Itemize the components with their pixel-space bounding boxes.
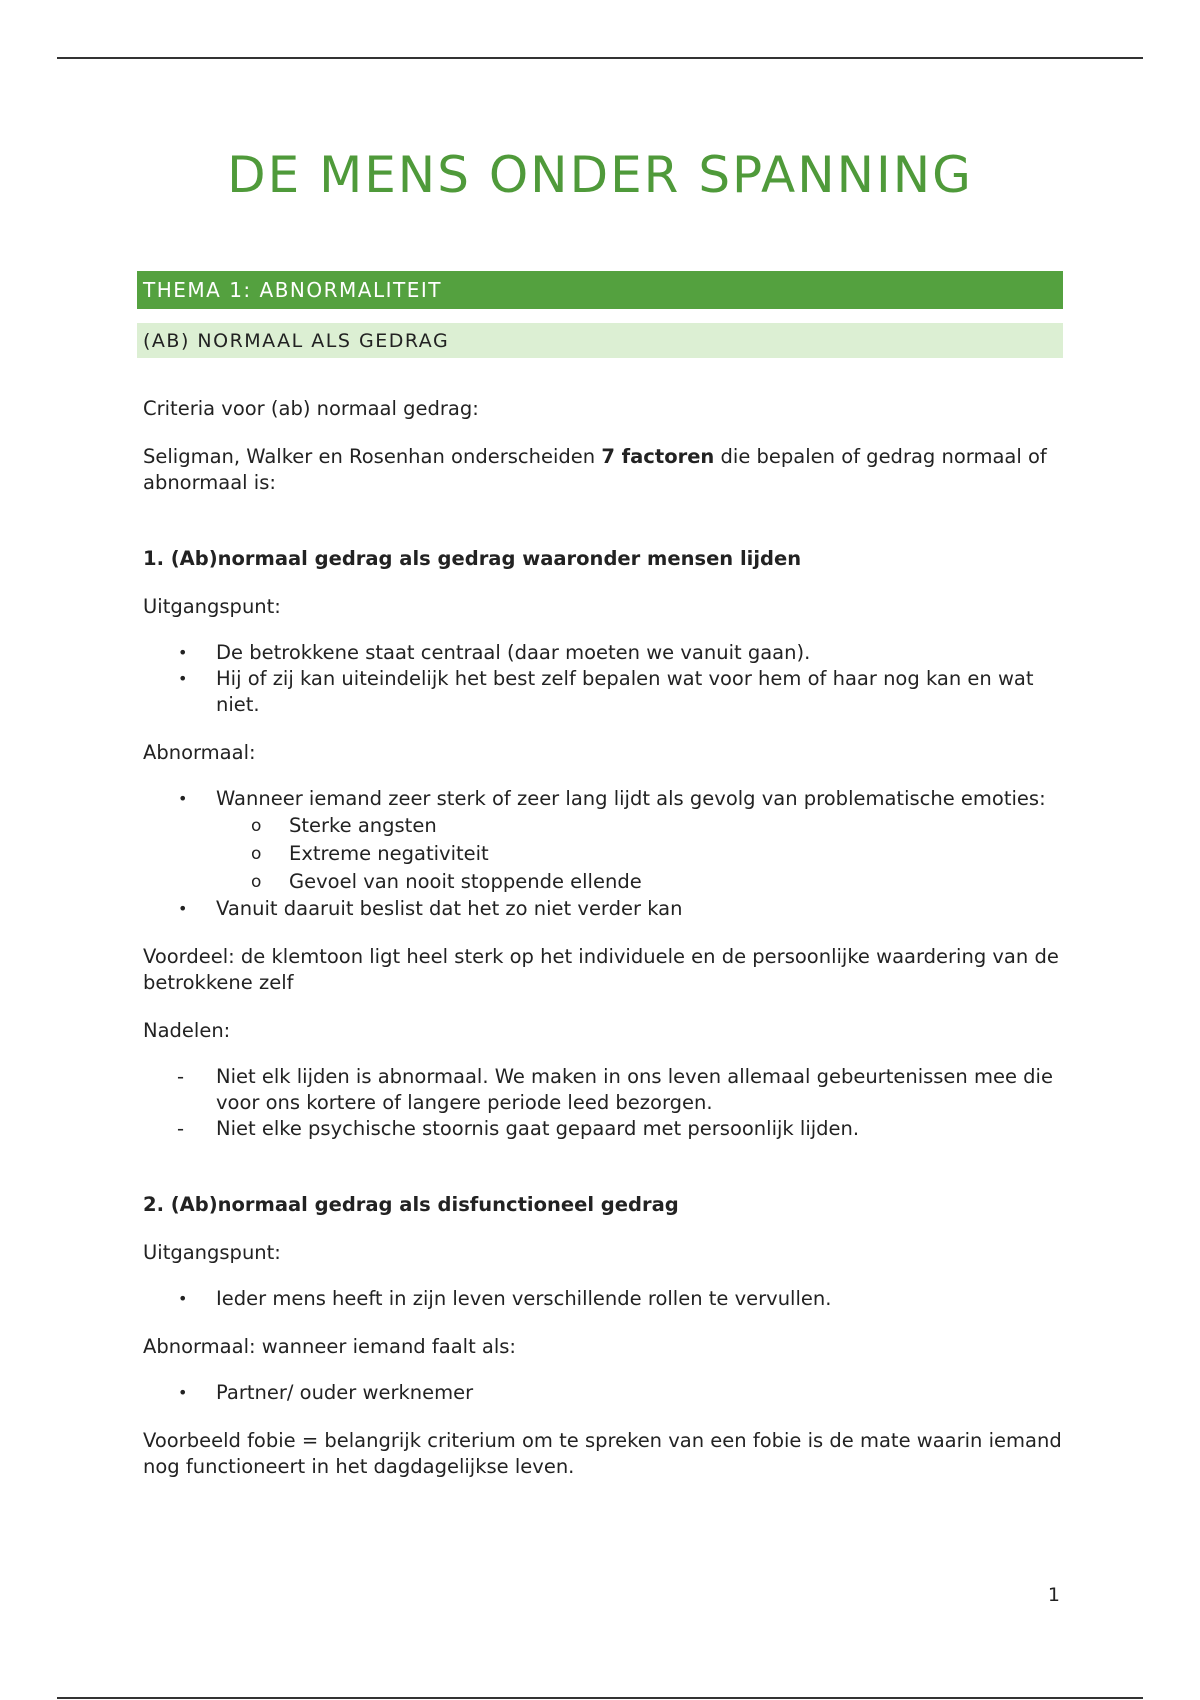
factor-1-heading: 1. (Ab)normaal gedrag als gedrag waaronder mensen lijden: [143, 547, 802, 570]
list-item: [143, 1380, 1063, 1406]
list-item: [143, 640, 1063, 666]
list-item: [143, 666, 1063, 718]
factor-1-abnormaal-list: [143, 786, 1063, 922]
intro-bold-text: 7 factoren: [601, 445, 715, 468]
theme-heading: THEMA 1: ABNORMALITEIT: [137, 271, 1063, 309]
header-rule: [57, 57, 1143, 59]
bullet-icon: •: [178, 1289, 188, 1308]
list-item-text: De betrokkene staat centraal (daar moeten we vanuit gaan).: [216, 641, 811, 664]
intro-text-end: die bepalen of gedrag normaal of abnormaal is:: [143, 445, 1047, 494]
list-item-text: Niet elk lijden is abnormaal. We maken in ons leven allemaal gebeurtenissen mee die voor ons kortere of langere periode leed bezorgen.: [216, 1065, 1053, 1114]
list-item: [143, 786, 1063, 896]
list-item-text: Partner/ ouder werknemer: [216, 1381, 474, 1404]
bullet-icon: •: [178, 643, 188, 662]
document-body: [143, 396, 1063, 1480]
sub-list-item: [216, 812, 1063, 840]
intro-text-start: Seligman, Walker en Rosenhan onderscheiden: [143, 445, 602, 468]
factor-1-uitgangspunt-label: Uitgangspunt:: [143, 595, 281, 618]
list-item-text: Hij of zij kan uiteindelijk het best zelf bepalen wat voor hem of haar nog kan en wat niet.: [216, 667, 1034, 716]
factor-1-abnormaal-label: Abnormaal:: [143, 741, 256, 764]
list-item-text: Vanuit daaruit beslist dat het zo niet verder kan: [216, 897, 683, 920]
sub-list-item-text: Gevoel van nooit stoppende ellende: [289, 870, 642, 893]
factor-1-nadelen-label: Nadelen:: [143, 1019, 231, 1042]
criteria-label: Criteria voor (ab) normaal gedrag:: [143, 397, 479, 420]
factor-1-nadelen-list: [143, 1064, 1063, 1142]
factor-1-uitgangspunt-list: [143, 640, 1063, 718]
list-item: [143, 896, 1063, 922]
dash-icon: -: [177, 1065, 185, 1088]
factor-1-voordeel: Voordeel: de klemtoon ligt heel sterk op het individuele en de persoonlijke waardering van de betrokkene zelf: [143, 945, 1059, 994]
sub-list-item: [216, 868, 1063, 896]
sub-list-item: [216, 840, 1063, 868]
footer-rule: [57, 1697, 1143, 1699]
factor-2-abnormaal-label: Abnormaal: wanneer iemand faalt als:: [143, 1335, 517, 1358]
list-item-text: Niet elke psychische stoornis gaat gepaard met persoonlijk lijden.: [216, 1117, 860, 1140]
factor-2-uitgangspunt-list: [143, 1286, 1063, 1312]
list-item: [143, 1064, 1063, 1116]
list-item-text: Wanneer iemand zeer sterk of zeer lang lijdt als gevolg van problematische emoties:: [216, 787, 1046, 810]
section-heading: (AB) NORMAAL ALS GEDRAG: [137, 323, 1063, 358]
factor-2-voorbeeld: Voorbeeld fobie = belangrijk criterium om te spreken van een fobie is de mate waarin iemand nog functioneert in het dagdagelijkse leven.: [143, 1429, 1062, 1478]
bullet-icon: •: [178, 789, 188, 808]
document-title: DE MENS ONDER SPANNING: [227, 146, 973, 204]
bullet-icon: •: [178, 899, 188, 918]
factor-2-uitgangspunt-label: Uitgangspunt:: [143, 1241, 281, 1264]
list-item: [143, 1286, 1063, 1312]
bullet-icon: •: [178, 1383, 188, 1402]
factor-2-abnormaal-list: [143, 1380, 1063, 1406]
factor-1-emoties-sublist: [216, 812, 1063, 896]
sub-list-item-text: Extreme negativiteit: [289, 842, 489, 865]
bullet-icon: •: [178, 669, 188, 688]
sub-list-item-text: Sterke angsten: [289, 814, 437, 837]
page-number: 1: [1047, 1584, 1060, 1606]
sub-bullet-icon: o: [251, 872, 262, 892]
factor-2-heading: 2. (Ab)normaal gedrag als disfunctioneel gedrag: [143, 1193, 679, 1216]
sub-bullet-icon: o: [251, 816, 262, 836]
list-item-text: Ieder mens heeft in zijn leven verschillende rollen te vervullen.: [216, 1287, 832, 1310]
dash-icon: -: [177, 1117, 185, 1140]
list-item: [143, 1116, 1063, 1142]
sub-bullet-icon: o: [251, 844, 262, 864]
intro-paragraph: [143, 444, 1063, 496]
